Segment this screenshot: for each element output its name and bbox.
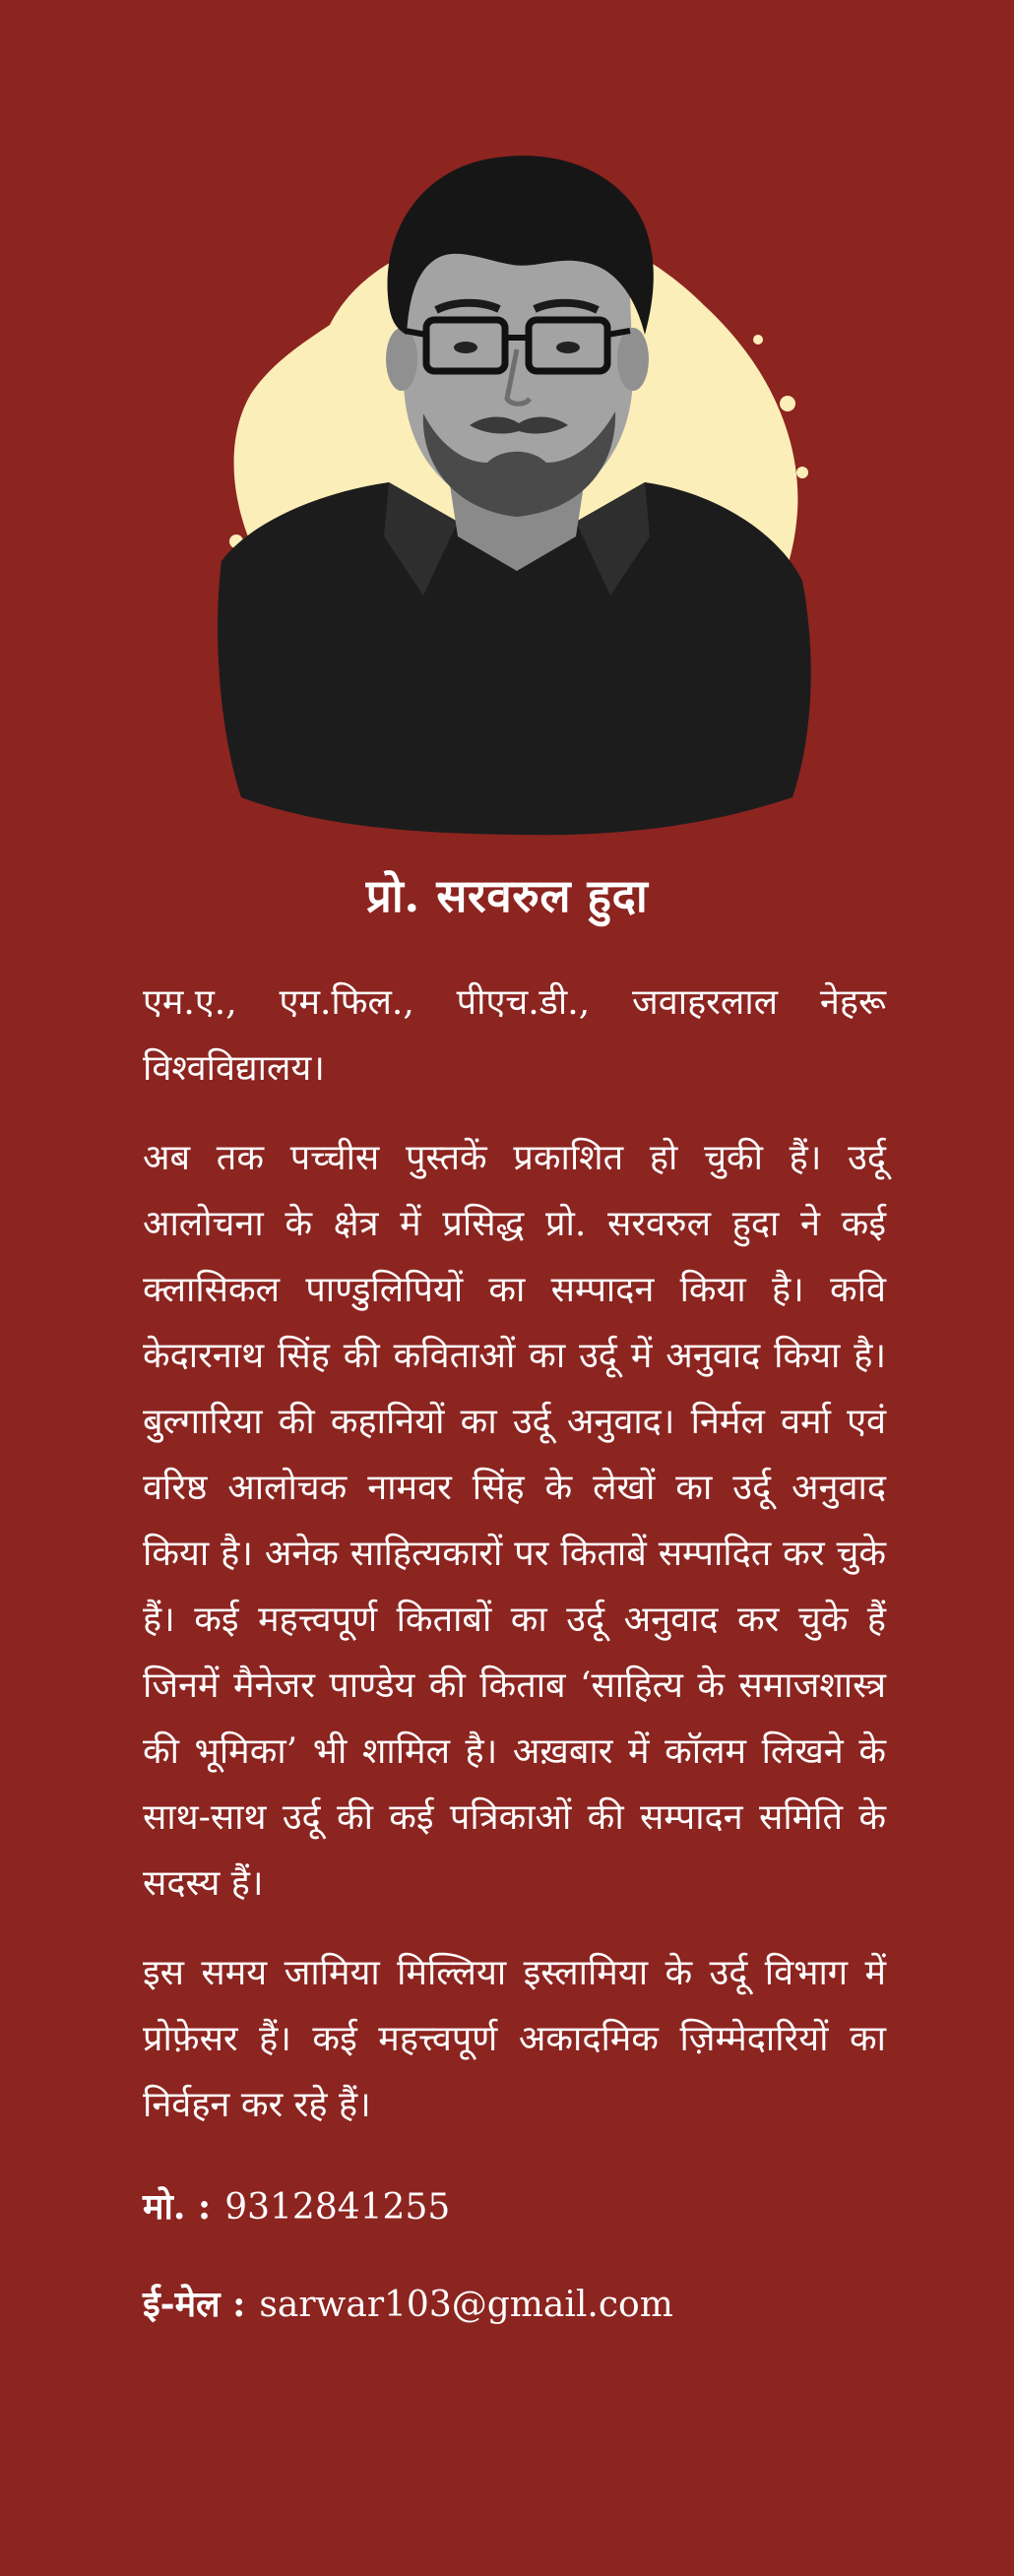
bio-current-position: इस समय जामिया मिल्लिया इस्लामिया के उर्दू विभाग में प्रोफ़ेसर हैं। कई महत्त्वपूर्ण अकादमिक ज़िम्मेदारियों का निर्वहन कर रहे हैं।: [143, 1953, 886, 2125]
mobile-number: 9312841255: [224, 2187, 451, 2228]
splash-dot: [780, 396, 795, 411]
contact-mobile: [143, 2177, 886, 2237]
splash-dot: [753, 335, 763, 345]
splash-dot: [796, 467, 808, 478]
portrait-illustration: [212, 148, 822, 837]
email-label: ई-मेल :: [143, 2284, 246, 2325]
bio-qualifications: एम.ए., एम.फिल., पीएच.डी., जवाहरलाल नेहरू विश्वविद्यालय।: [143, 982, 886, 1089]
splash-dot: [271, 379, 290, 399]
bio-section: [143, 970, 886, 2335]
portrait-eye: [556, 342, 580, 353]
bio-achievements: अब तक पच्चीस पुस्तकें प्रकाशित हो चुकी हैं। उर्दू आलोचना के क्षेत्र में प्रसिद्ध प्रो. सरवरुल हुदा ने कई क्लासिकल पाण्डुलिपियों का सम्पादन किया है। कवि केदारनाथ सिंह की कविताओं का उर्दू में अनुवाद किया है। बुल्गारिया की कहानियों का उर्दू अनुवाद। निर्मल वर्मा एवं वरिष्ठ आलोचक नामवर सिंह के लेखों का उर्दू अनुवाद किया है। अनेक साहित्यकारों पर किताबें सम्पादित कर चुके हैं। कई महत्त्वपूर्ण किताबों का उर्दू अनुवाद कर चुके हैं जिनमें मैनेजर पाण्डेय की किताब ‘साहित्य के समाजशास्त्र की भूमिका’ भी शामिल है। अख़बार में कॉलम लिखने के साथ-साथ उर्दू की कई पत्रिकाओं की सम्पादन समिति के सदस्य हैं।: [143, 1138, 886, 1904]
author-name: प्रो. सरवरुल हुदा: [365, 869, 649, 922]
contact-email: [143, 2275, 886, 2335]
portrait-glasses-arm: [405, 331, 426, 335]
email-address: sarwar103@gmail.com: [259, 2285, 673, 2325]
portrait-eye: [454, 342, 477, 353]
portrait-ear: [386, 328, 417, 391]
author-portrait: [212, 148, 822, 837]
mobile-label: मो. :: [143, 2186, 212, 2228]
portrait-glasses-arm: [607, 331, 630, 335]
portrait-ear: [617, 328, 649, 391]
